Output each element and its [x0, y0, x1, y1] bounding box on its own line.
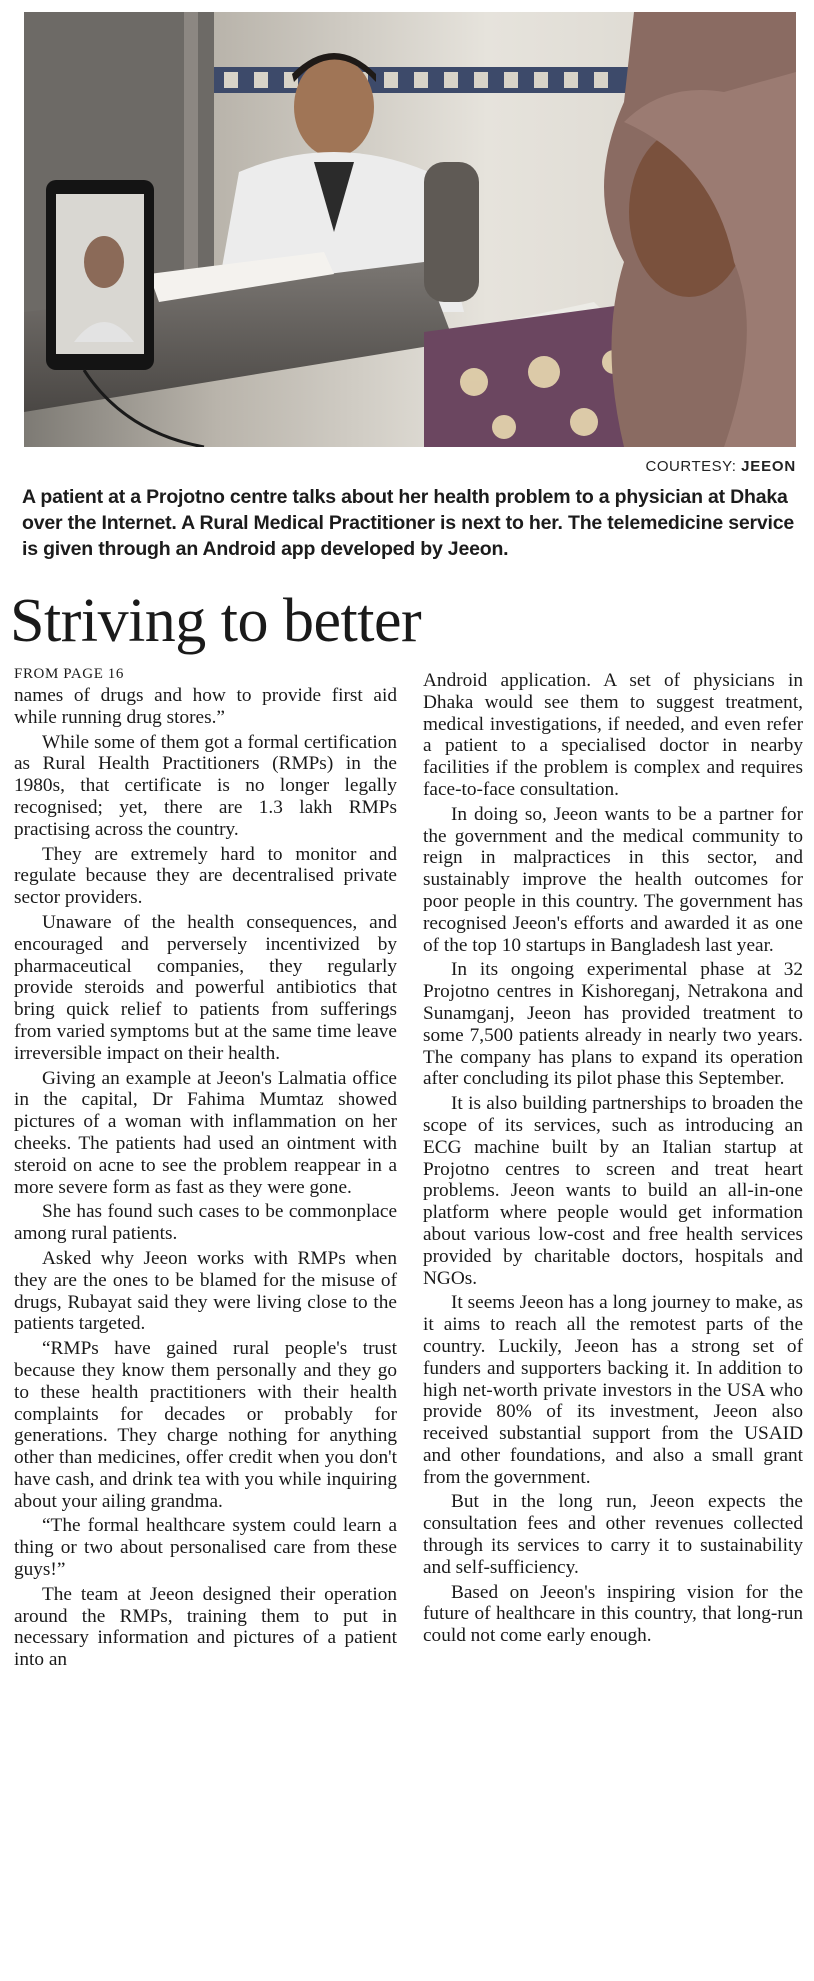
paragraph: Based on Jeeon's inspiring vision for the future of healthcare in this country, that long-run could not come early enough. [423, 1581, 803, 1647]
paragraph: Unaware of the health consequences, and encouraged and perversely incentivized by pharmaceutical companies, they regularly provide steroids and powerful antibiotics that bring quick relief to patients from sufferings from varied symptoms but at the same time leave irreversible impact on their health. [14, 911, 397, 1064]
article-headline: Striving to better [10, 587, 422, 655]
paragraph: Giving an example at Jeeon's Lalmatia office in the capital, Dr Fahima Mumtaz showed pictures of a woman with inflammation on her cheeks. The patients had used an ointment with steroid on acne to see the problem reappear in a more severe form as fast as they were gone. [14, 1067, 397, 1198]
paragraph: While some of them got a formal certification as Rural Health Practitioners (RMPs) in the 1980s, that certificate is no longer legally recognised; yet, there are 1.3 lakh RMPs practising across the country. [14, 731, 397, 840]
photo-illustration [24, 12, 796, 447]
news-photo [24, 12, 796, 447]
paragraph: In doing so, Jeeon wants to be a partner for the government and the medical community to reign in malpractices in this sector, and sustainably improve the health outcomes for poor people in this country. The government has recognised Jeeon's efforts and awarded it as one of the top 10 startups in Bangladesh last year. [423, 803, 803, 956]
paragraph: In its ongoing experimental phase at 32 Projotno centres in Kishoreganj, Netrakona and Sunamganj, Jeeon has provided treatment to some 7,500 patients already in nearly two years. The company has plans to expand its operation after concluding its pilot phase this September. [423, 959, 803, 1090]
photo-caption: A patient at a Projotno centre talks about her health problem to a physician at Dhaka over the Internet. A Rural Medical Practitioner is next to her. The telemedicine service is given through an Android app developed by Jeeon. [22, 486, 795, 560]
courtesy-prefix: COURTESY: [645, 458, 742, 475]
paragraph: Android application. A set of physicians in Dhaka would see them to suggest treatment, medical investigations, if needed, and even refer a patient to a specialised doctor in nearby facilities if the problem is complex and requires face-to-face consultation. [423, 670, 803, 800]
photo-credit [646, 458, 796, 475]
paragraph: They are extremely hard to monitor and regulate because they are decentralised private sector providers. [14, 843, 397, 909]
paragraph: names of drugs and how to provide first aid while running drug stores.” [14, 685, 397, 728]
courtesy-source: JEEON [741, 458, 796, 475]
paragraph: She has found such cases to be commonplace among rural patients. [14, 1201, 397, 1245]
paragraph: “The formal healthcare system could learn a thing or two about personalised care from these guys!” [14, 1515, 397, 1581]
paragraph: It is also building partnerships to broaden the scope of its services, such as introducing an ECG machine built by an Italian startup at Projotno centres to screen and treat heart problems. Jeeon wants to build an all-in-one platform where people would get information about various low-cost and free health services provided by charitable doctors, hospitals and NGOs. [423, 1093, 803, 1289]
paragraph: “RMPs have gained rural people's trust because they know them personally and they go to these health practitioners with their health complaints for decades or probably for generations. They charge nothing for anything other than medicines, offer credit when you don't have cash, and drink tea with you while inquiring about your ailing grandma. [14, 1338, 397, 1512]
article-column-right [423, 670, 803, 1650]
paragraph: Asked why Jeeon works with RMPs when they are the ones to be blamed for the misuse of drugs, Rubayat said they were living close to the patients targeted. [14, 1247, 397, 1335]
paragraph: The team at Jeeon designed their operation around the RMPs, training them to put in necessary information and pictures of a patient into an [14, 1583, 397, 1671]
article-column-left [14, 664, 397, 1674]
paragraph: But in the long run, Jeeon expects the consultation fees and other revenues collected through its services to carry it to sustainability and self-sufficiency. [423, 1491, 803, 1578]
continuation-label: FROM PAGE 16 [14, 666, 125, 682]
paragraph: It seems Jeeon has a long journey to make, as it aims to reach all the remotest parts of the country. Luckily, Jeeon has a strong set of funders and supporters backing it. In addition to high net-worth private investors in the USA who provide 80% of its investment, Jeeon also received substantial support from the USAID and other foundations, and also a small grant from the government. [423, 1292, 803, 1488]
